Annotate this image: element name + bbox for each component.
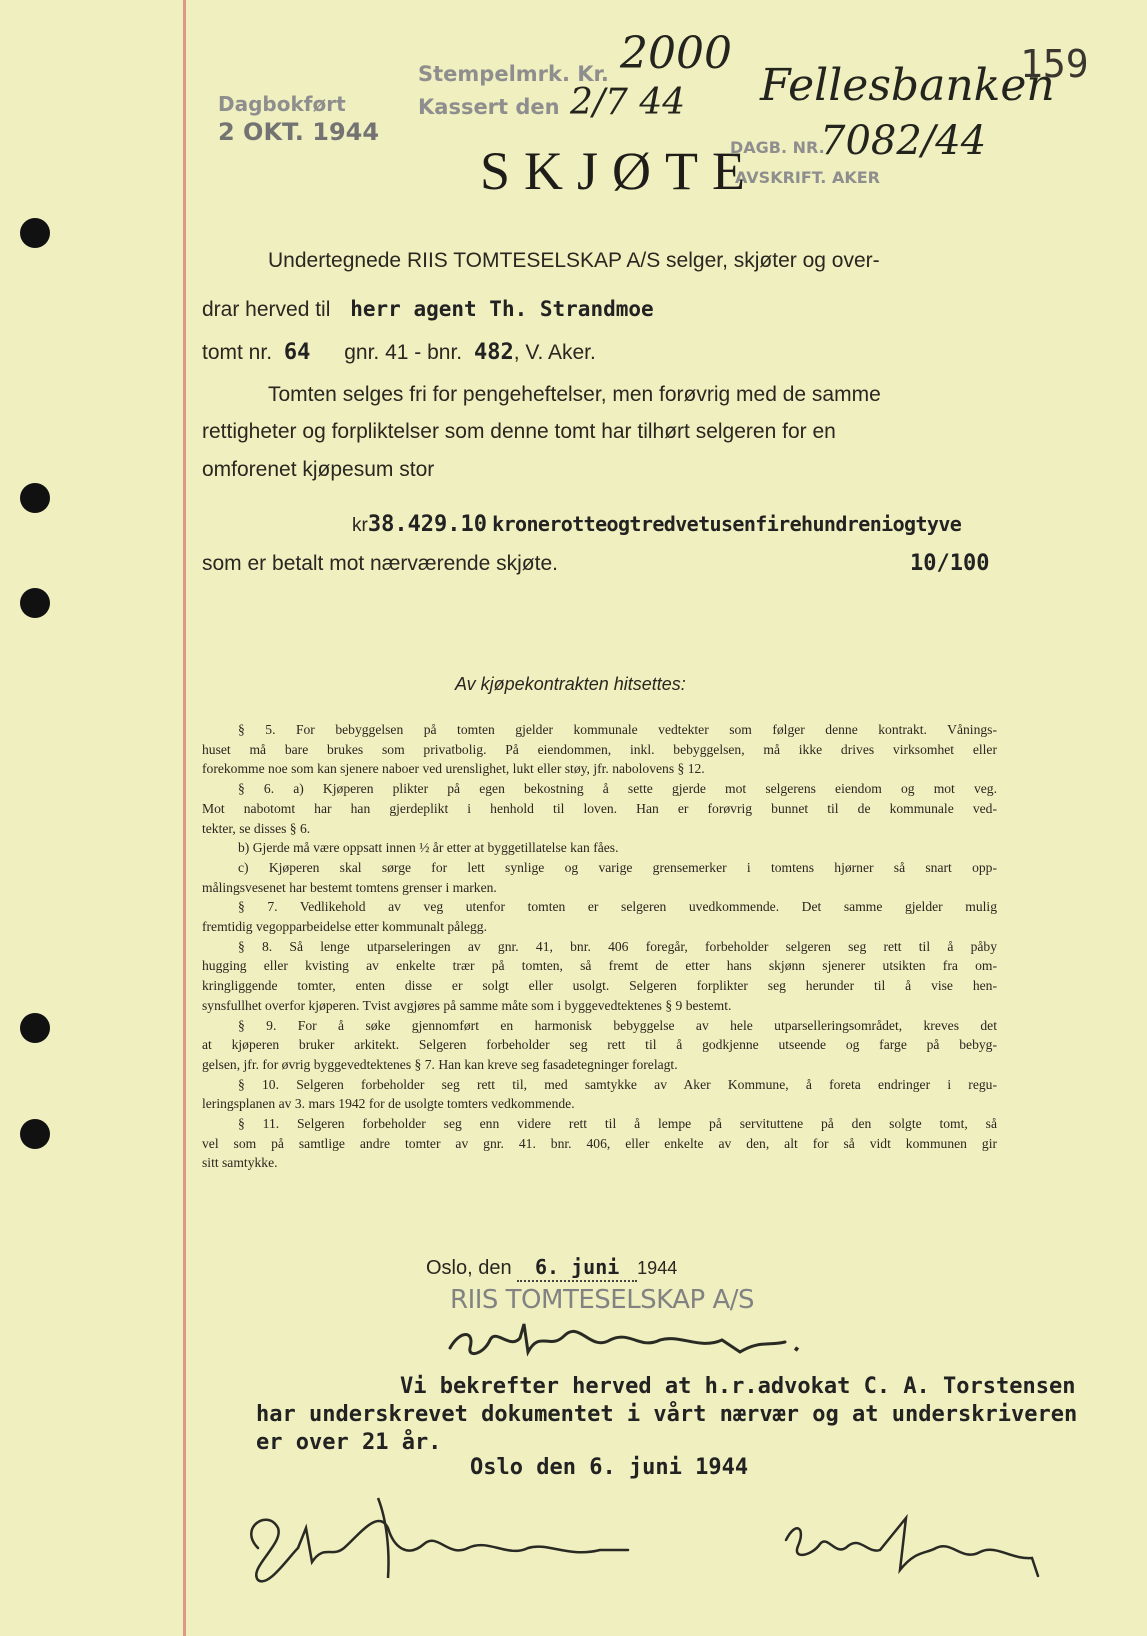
contract-line: at kjøperen bruker arkitekt. Selgeren forbeholder seg rett til å godkjenne utseende og farge på bebyg- — [202, 1037, 997, 1053]
contract-line: målingsvesenet har bestemt tomtens grenser i marken. — [202, 879, 497, 895]
price-amount: 38.429.10 — [367, 512, 488, 537]
document-title: SKJØTE — [480, 141, 760, 201]
punch-hole — [20, 588, 50, 618]
contract-line: § 9. For å søke gjennomført en harmonisk bebyggelse av hele utparselleringsområdet, kreves det — [238, 1017, 997, 1033]
page-number: 159 — [1020, 42, 1089, 86]
contract-line: leringsplanen av 3. mars 1942 for de usolgte tomters vedkommende. — [202, 1096, 575, 1112]
deed-line-8: som er betalt mot nærværende skjøte. — [202, 552, 558, 575]
date-day: 6. juni — [535, 1255, 620, 1279]
deed-line-1: Undertegnede RIIS TOMTESELSKAP A/S selger, skjøter og over- — [268, 249, 880, 272]
date-field — [517, 1255, 637, 1282]
deed-line-2 — [202, 297, 654, 322]
price-line — [352, 512, 961, 537]
witness-line-1: Vi bekrefter herved at h.r.advokat C. A. Torstensen — [400, 1374, 1076, 1399]
witness-signature-1 — [228, 1488, 648, 1602]
witness-signature-2 — [776, 1500, 1056, 1594]
punch-hole — [20, 483, 50, 513]
punch-hole — [20, 218, 50, 248]
director-signature — [440, 1310, 840, 1374]
hand-bank-name: Fellesbanken — [760, 60, 1055, 111]
place-date-line — [426, 1255, 677, 1282]
deed-line-5: rettigheter og forpliktelser som denne tomt har tilhørt selgeren for en — [202, 420, 836, 443]
deed-line-6: omforenet kjøpesum stor — [202, 458, 435, 481]
aker-label: , V. Aker. — [513, 341, 596, 364]
contract-line: vel som på samtlige andre tomter av gnr. 41. bnr. 406, eller enkelte av den, alt for så vidt kommunen gir — [202, 1135, 997, 1151]
contract-line: huset må bare brukes som privatbolig. På eiendommen, inkl. bebyggelsen, må ikke drives virksomhet eller — [202, 741, 997, 757]
contract-line: c) Kjøperen skal sørge for lett synlige og varige grensemerker i tomtens hjørner så snart opp- — [238, 859, 997, 875]
punch-hole — [20, 1013, 50, 1043]
contract-line: synsfullhet overfor kjøperen. Tvist avgjøres på samme måte som i byggevedtektenes § 9 bestemt. — [202, 997, 732, 1013]
signature-scribble — [776, 1500, 1056, 1590]
witness-line-3: er over 21 år. — [256, 1430, 442, 1455]
contract-line: § 10. Selgeren forbeholder seg rett til, med samtykke av Aker Kommune, å foreta endringer i regu- — [238, 1076, 997, 1092]
buyer-name: herr agent Th. Strandmoe — [350, 297, 654, 321]
stempel-hand-date: 2/7 44 — [570, 82, 686, 123]
company-stamp: RIIS TOMTESELSKAP A/S — [450, 1285, 755, 1315]
deed-line-3 — [202, 340, 596, 365]
contract-line: § 8. Så lenge utparseleringen av gnr. 41, bnr. 406 foregår, forbeholder selgeren seg rett til å påby — [238, 938, 997, 954]
contract-line: § 11. Selgeren forbeholder seg enn videre rett til å lempe på servituttene på den solgte tomt, så — [238, 1116, 997, 1132]
dagbok-stamp-label: Dagbokført — [218, 92, 346, 116]
date-year: 1944 — [637, 1258, 678, 1278]
contract-line: hugging eller kvisting av enkelte trær på tomten, så fremt de etter hans skjønn sjenerer utsikten fra om- — [202, 958, 997, 974]
share-fraction: 10/100 — [910, 551, 990, 576]
avskrift-stamp: AVSKRIFT. AKER — [735, 168, 880, 187]
place-prefix: Oslo, den — [426, 1257, 512, 1279]
contract-line: § 5. For bebyggelsen på tomten gjelder kommunale vedtekter som følger denne kontrakt. Vånings- — [238, 722, 997, 737]
price-currency: kr — [352, 515, 368, 536]
punch-hole — [20, 1119, 50, 1149]
dagbok-stamp-date: 2 OKT. 1944 — [218, 118, 380, 146]
witness-line-2: har underskrevet dokumentet i vårt nærvær og at underskriveren — [256, 1402, 1078, 1427]
hand-amount: 2000 — [620, 28, 732, 79]
signature-scribble — [440, 1310, 840, 1370]
deed-line-2-prefix: drar herved til — [202, 298, 331, 321]
deed-line-4: Tomten selges fri for pengeheftelser, men forøvrig med de samme — [268, 383, 881, 406]
bnr-number: 482 — [473, 340, 514, 365]
witness-date: Oslo den 6. juni 1944 — [470, 1455, 749, 1480]
signature-scribble — [228, 1488, 648, 1598]
dagb-nr-value: 7082/44 — [820, 118, 987, 164]
contract-line: tekter, se disses § 6. — [202, 820, 311, 836]
margin-rule — [183, 0, 186, 1636]
contract-line: § 6. a) Kjøperen plikter på egen bekostning å sette gjerde mot selgerens eiendom og mot veg. — [238, 781, 997, 797]
contract-line: gelsen, jfr. for øvrig byggevedtektenes § 7. Han kan kreve seg fasadetegninger forelagt. — [202, 1056, 678, 1072]
contract-line: forekomme noe som kan sjenere naboer ved urenslighet, lukt eller støy, jfr. nabolovens § 12. — [202, 761, 705, 777]
dagb-nr-label: DAGB. NR. — [730, 138, 825, 157]
stempel-stamp-line1: Stempelmrk. Kr. — [418, 62, 609, 86]
tomt-label: tomt nr. — [202, 341, 273, 364]
contract-text — [202, 720, 997, 1173]
contract-line: kringliggende tomter, enten disse er solgt eller usolgt. Selgeren forplikter seg herunder til å vise hen- — [202, 978, 997, 994]
contract-line: b) Gjerde må være oppsatt innen ½ år etter at byggetillatelse kan fåes. — [238, 840, 619, 856]
contract-line: § 7. Vedlikehold av veg utenfor tomten er selgeren uvedkommende. Det samme gjelder mulig — [238, 899, 997, 915]
contract-line: fremtidig vegopparbeidelse etter kommunalt pålegg. — [202, 919, 487, 935]
price-words: kronerotteogtredvetusenfirehundreniogtyve — [492, 512, 962, 536]
tomt-number: 64 — [283, 340, 311, 365]
contract-line: Mot nabotomt har han gjerdeplikt i henhold til loven. Han er forøvrig bunnet til de kommunale ved- — [202, 800, 997, 816]
contract-line: sitt samtykke. — [202, 1155, 278, 1171]
gnr-bnr-label: gnr. 41 - bnr. — [344, 341, 463, 364]
stempel-stamp-line2: Kassert den — [418, 95, 560, 119]
contract-heading: Av kjøpekontrakten hitsettes: — [455, 674, 686, 694]
